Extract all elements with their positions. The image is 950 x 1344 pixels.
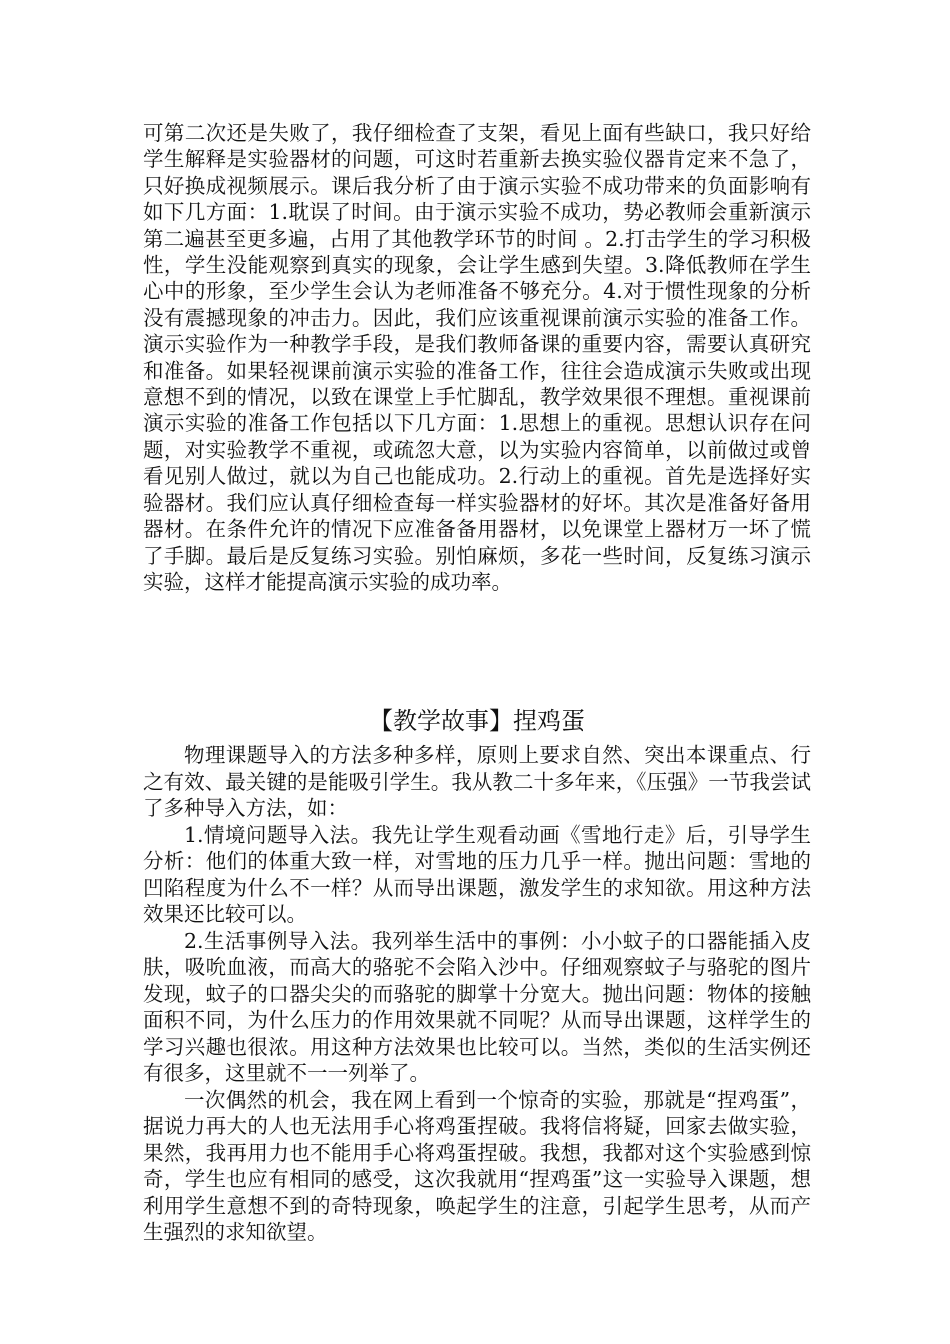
story-paragraph-method-2: 2.生活事例导入法。我列举生活中的事例：小小蚊子的口器能插入皮肤，吸吮血液，而高大的骆驼不会陷入沙中。仔细观察蚊子与骆驼的图片发现，蚊子的口器尖尖的而骆驼的脚掌十分宽大。抛出问题：物体的接触面积不同，为什么压力的作用效果就不同呢？从而导出课题，这样学生的学习兴趣也很浓。用这种方法效果也比较可以。当然，类似的生活实例还有很多，这里就不一一列举了。 [143,928,811,1085]
body-paragraph: 可第二次还是失败了，我仔细检查了支架，看见上面有些缺口，我只好给学生解释是实验器材的问题，可这时若重新去换实验仪器肯定来不急了，只好换成视频展示。课后我分析了由于演示实验不成功带来的负面影响有如下几方面：1.耽误了时间。由于演示实验不成功，势必教师会重新演示第二遍甚至更多遍，占用了其他教学环节的时间 。2.打击学生的学习积极性，学生没能观察到真实的现象，会让学生感到失望。3.降低教师在学生心中的形象，至少学生会认为老师准备不够充分。4.对于惯性现象的分析没有震撼现象的冲击力。因此，我们应该重视课前演示实验的准备工作。演示实验作为一种教学手段，是我们教师备课的重要内容，需要认真研究和准备。如果轻视课前演示实验的准备工作，往往会造成演示失败或出现意想不到的情况，以致在课堂上手忙脚乱，教学效果很不理想。重视课前演示实验的准备工作包括以下几方面：1.思想上的重视。思想认识存在问题，对实验教学不重视，或疏忽大意，以为实验内容简单，以前做过或曾看见别人做过，就以为自己也能成功。2.行动上的重视。首先是选择好实验器材。我们应认真仔细检查每一样实验器材的好坏。其次是准备好备用器材。在条件允许的情况下应准备备用器材，以免课堂上器材万一坏了慌了手脚。最后是反复练习实验。别怕麻烦，多花一些时间，反复练习演示实验，这样才能提高演示实验的成功率。 [143,121,811,594]
story-paragraph-egg: 一次偶然的机会，我在网上看到一个惊奇的实验，那就是“捏鸡蛋”，据说力再大的人也无法用手心将鸡蛋捏破。我将信将疑，回家去做实验，果然，我再用力也不能用手心将鸡蛋捏破。我想，我都对这个实验感到惊奇，学生也应有相同的感受，这次我就用“捏鸡蛋”这一实验导入课题，想利用学生意想不到的奇特现象，唤起学生的注意，引起学生思考，从而产生强烈的求知欲望。 [143,1087,811,1244]
story-body [143,742,811,1246]
section-title: 【教学故事】捏鸡蛋 [369,707,585,735]
story-paragraph-method-1: 1.情境问题导入法。我先让学生观看动画《雪地行走》后，引导学生分析：他们的体重大致一样，对雪地的压力几乎一样。抛出问题：雪地的凹陷程度为什么不一样？从而导出课题，激发学生的求知欲。用这种方法效果还比较可以。 [143,822,811,926]
story-paragraph-intro: 物理课题导入的方法多种多样，原则上要求自然、突出本课重点、行之有效、最关键的是能吸引学生。我从教二十多年来，《压强》一节我尝试了多种导入方法，如： [143,743,811,820]
